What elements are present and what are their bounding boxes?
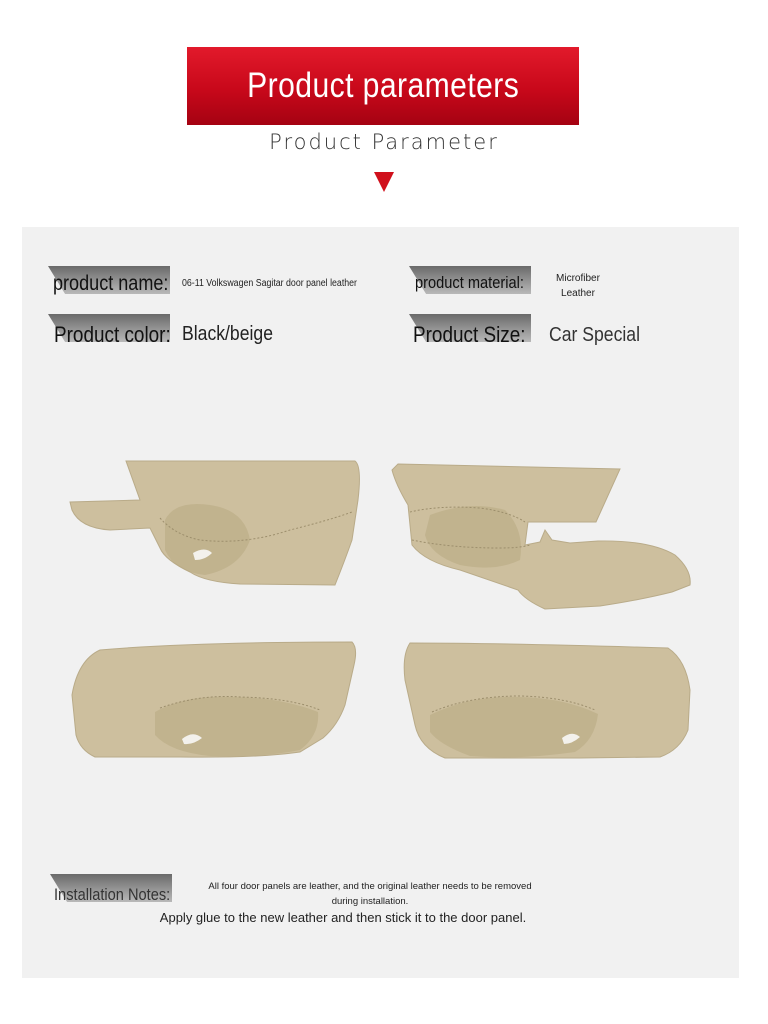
product-size-value: Car Special [549, 324, 640, 346]
door-panel-front-right [392, 464, 690, 609]
material-value-line: Microfiber [556, 273, 600, 284]
material-value-line: Leather [561, 288, 595, 299]
installation-notes-instruction: Apply glue to the new leather and then stick it to the door panel. [159, 910, 527, 925]
page-title: Product parameters [246, 66, 520, 105]
door-panel-rear-right [404, 643, 690, 758]
door-panel-rear-left [72, 642, 356, 757]
product-material-label: product material: [415, 273, 524, 292]
product-color-value: Black/beige [182, 323, 273, 345]
installation-notes-text: All four door panels are leather, and the original leather needs to be removed during installation. [208, 881, 532, 907]
product-name-label: product name: [53, 272, 169, 295]
installation-notes-label: Installation Notes: [54, 885, 171, 904]
product-name-value: 06-11 Volkswagen Sagitar door panel leather [182, 278, 357, 289]
product-size-label: Product Size: [413, 322, 526, 347]
door-panel-front-left [70, 461, 359, 585]
product-color-label: Product color: [54, 322, 171, 347]
page-subtitle: Product Parameter [269, 130, 499, 154]
